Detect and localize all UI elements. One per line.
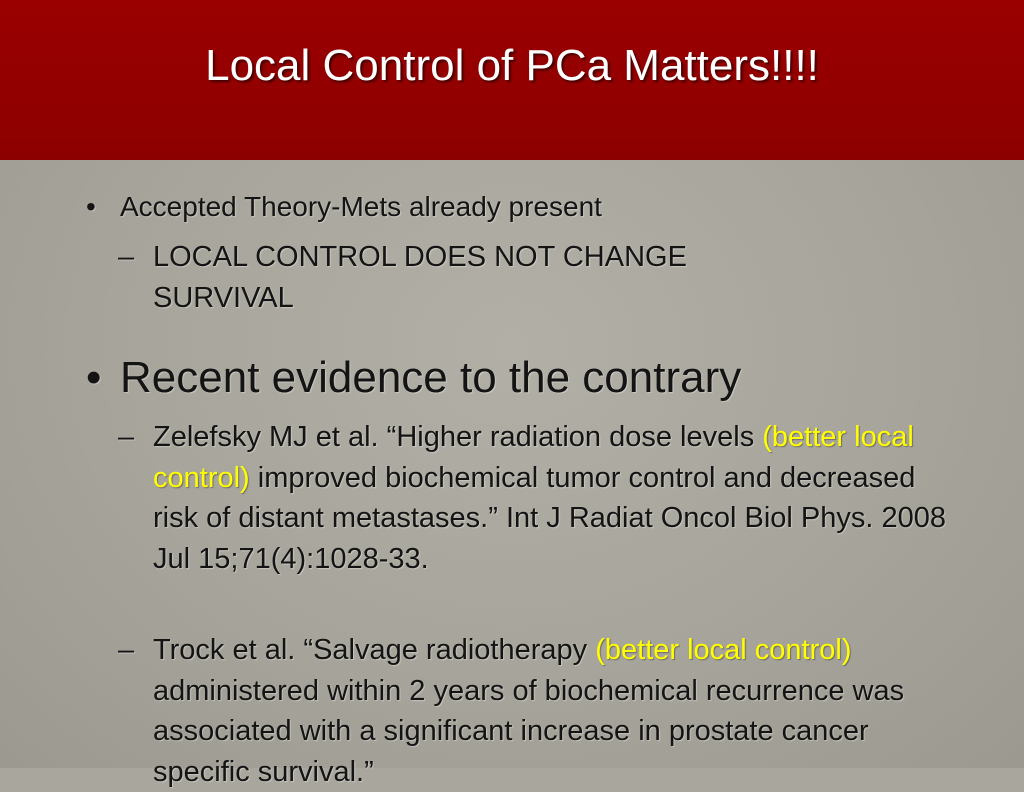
dash-marker: – (118, 241, 135, 273)
dash-marker: – (118, 634, 135, 666)
highlight-text: (better local control) (595, 634, 852, 666)
bullet-accepted-theory: Accepted Theory-Mets already present (120, 191, 602, 222)
bullet-recent-evidence: Recent evidence to the contrary (120, 353, 742, 402)
bullet-marker: • (86, 353, 102, 402)
citation-text: administered within 2 years of biochemical recurrence was associated with a significant increase in prostate cancer specific survival.” (153, 674, 905, 788)
sub-bullet-local-control: LOCAL CONTROL DOES NOT CHANGE SURVIVAL (153, 241, 687, 314)
bullet-marker: • (86, 191, 96, 222)
citation-text: improved biochemical tumor control and decreased risk of distant metastases.” Int J Radiat Oncol Biol Phys. 2008 Jul 15;71(4):1028-33. (153, 461, 947, 575)
citation-text: Zelefsky MJ et al. “Higher radiation dose levels (153, 421, 763, 453)
citation-text: Trock et al. “Salvage radiotherapy (153, 634, 596, 666)
highlight-text: (better local control) (153, 421, 914, 494)
dash-marker: – (118, 421, 135, 453)
sub-bullet-trock (153, 630, 933, 792)
slide-title: Local Control of PCa Matters!!!! (205, 41, 819, 90)
sub-bullet-zelefsky (153, 417, 963, 579)
